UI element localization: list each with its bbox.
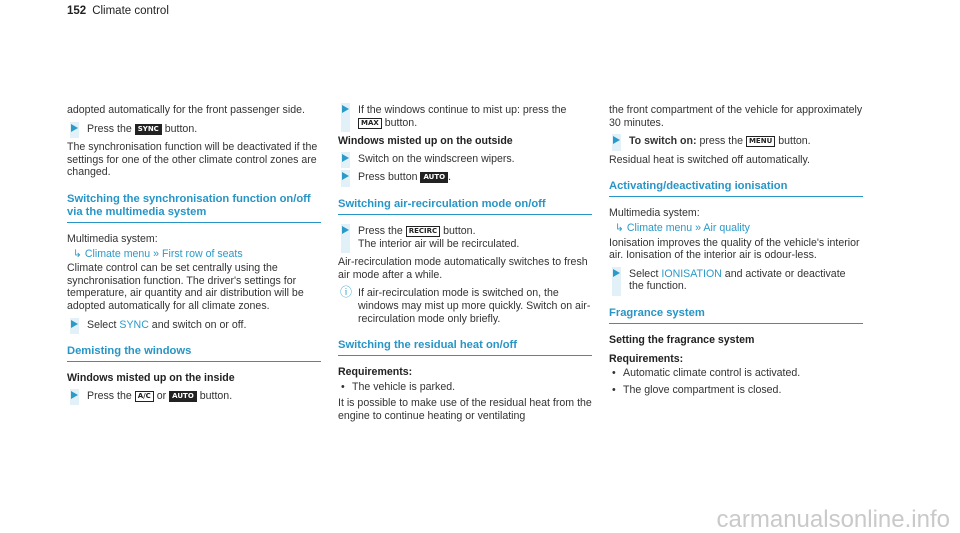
paragraph: The synchronisation function will be deactivated if the settings for one of the other climate control zones are changed. [67,141,318,179]
subheading: Windows misted up on the inside [67,372,235,385]
multimedia-label: Multimedia system: [67,232,158,245]
instruction-step: Select IONISATION and activate or deactivate the function. [609,268,863,293]
section-heading: Switching the residual heat on/off [338,339,592,356]
section-heading: Activating/deactivating ionisation [609,180,863,197]
instruction-step: To switch on: press the MENU button. [609,135,863,148]
list-item: • Automatic climate control is activated. [609,367,863,380]
step-arrow-icon [342,172,349,180]
menu-path-item: Climate menu [84,247,151,260]
requirements-label: Requirements: [609,352,684,365]
paragraph: Air-recirculation mode automatically switches to fresh air mode after a while. [338,256,588,281]
highlight-term: SYNC [119,318,149,331]
step-arrow-icon [342,226,349,234]
multimedia-label: Multimedia system: [609,207,700,220]
step-arrow-icon [71,124,78,132]
requirements-label: Requirements: [338,366,413,379]
section-heading: Fragrance system [609,307,863,324]
submenu-arrow-icon: ↳ [615,221,624,234]
instruction-step: If the windows continue to mist up: press the MAX button. [338,104,592,129]
step-arrow-icon [613,136,620,144]
step-arrow-icon [71,320,78,328]
paragraph: the front compartment of the vehicle for approximately 30 minutes. [609,104,863,129]
step-arrow-icon [342,105,349,113]
auto-button-icon: AUTO [169,391,197,402]
instruction-step: Press the RECIRC button. The interior air will be recirculated. [338,225,592,250]
menu-button-icon: MENU [746,136,775,147]
paragraph: It is possible to make use of the residual heat from the engine to continue heating or ventilating [338,397,592,422]
column-1 [67,104,321,408]
step-arrow-icon [71,391,78,399]
highlight-term: IONISATION [661,267,722,280]
auto-button-icon: AUTO [420,172,448,183]
instruction-step: Press button AUTO . [338,171,592,184]
menu-path-item: Air quality [703,221,750,234]
menu-path [609,222,863,235]
list-item: • The vehicle is parked. [338,381,592,394]
submenu-arrow-icon: ↳ [73,247,82,260]
page-header [67,5,169,18]
page-number: 152 [67,5,87,17]
path-chevron-icon: » [695,221,702,234]
list-item: • The glove compartment is closed. [609,384,863,397]
menu-path-item: First row of seats [162,247,243,260]
subheading: Windows misted up on the outside [338,135,513,148]
sync-button-icon: SYNC [135,124,162,135]
ac-button-icon: A/C [135,391,154,402]
paragraph: Climate control can be set centrally using the synchronisation function. The driver's settings for temperature, air quantity and air distribution will be adopted automatically for all climate zones. [67,262,304,312]
step-arrow-icon [613,269,620,277]
paragraph: Residual heat is switched off automatically. [609,153,810,166]
section-heading: Switching air-recirculation mode on/off [338,198,592,215]
column-2 [338,104,592,429]
note: ⓘ If air-recirculation mode is switched on, the windows may mist up more quickly. Switch on air-recirculation mode only briefly. [340,285,591,325]
max-defrost-button-icon: MAX [358,118,382,129]
path-chevron-icon: » [153,247,160,260]
instruction-step: Select SYNC and switch on or off. [67,319,321,332]
menu-path-item: Climate menu [626,221,693,234]
paragraph: adopted automatically for the front passenger side. [67,104,305,116]
instruction-step: Press the A/C or AUTO button. [67,390,321,403]
subheading: Setting the fragrance system [609,333,755,346]
section-heading: Demisting the windows [67,345,321,362]
watermark: carmanualsonline.info [716,506,950,533]
step-arrow-icon [342,154,349,162]
recirculation-button-icon: RECIRC [406,226,440,237]
info-icon: ⓘ [340,285,353,300]
page-title: Climate control [92,5,169,17]
instruction-step: Switch on the windscreen wipers. [338,153,592,166]
paragraph: Ionisation improves the quality of the vehicle's interior air. Ionisation of the interior air is odour-less. [609,236,860,262]
section-heading: Switching the synchronisation function on/off via the multimedia system [67,193,321,223]
column-3 [609,104,863,400]
instruction-step: Press the SYNC button. [67,123,321,136]
menu-path [67,248,321,261]
